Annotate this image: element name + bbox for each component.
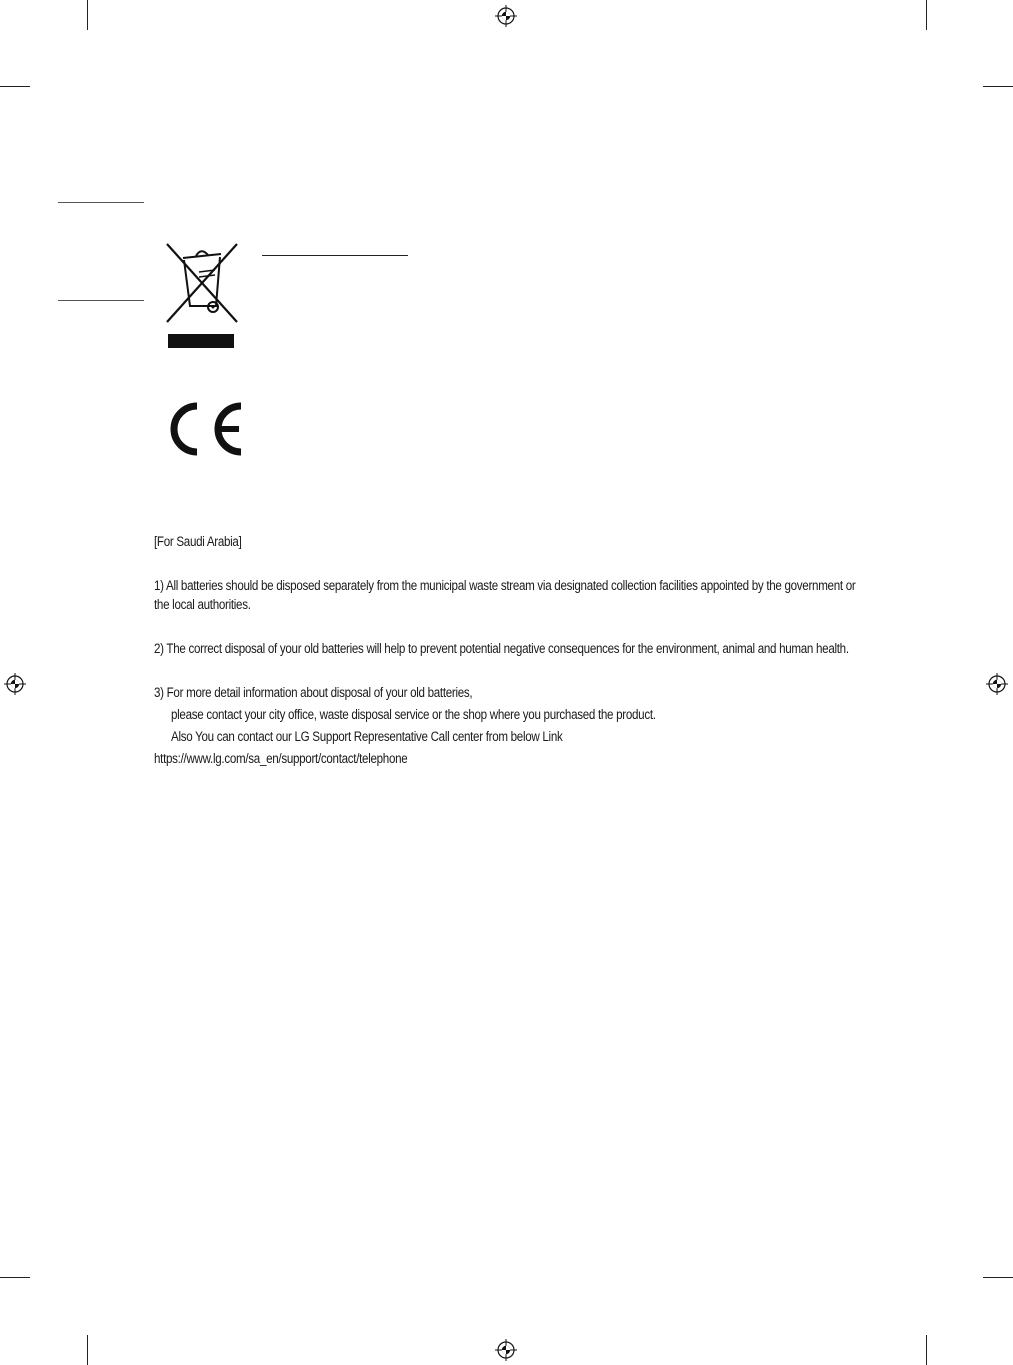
registration-mark-icon (495, 5, 517, 27)
heading-underline (262, 255, 408, 256)
crop-mark-top-right (926, 0, 927, 30)
crop-mark-bottom-right (926, 1335, 927, 1365)
registration-mark-icon (986, 673, 1008, 695)
disposal-item-3-line-3: Also You can contact our LG Support Representative Call center from below Link (171, 729, 563, 744)
registration-mark-icon (495, 1339, 517, 1361)
disposal-item-2-line-1: 2) The correct disposal of your old batteries will help to prevent potential negative consequences for the environment, animal and human health. (154, 641, 849, 656)
crop-mark-top-left (87, 0, 88, 30)
ce-mark-icon (163, 398, 245, 460)
crop-mark-left-bottom (0, 1277, 30, 1278)
disposal-item-1-line-2: the local authorities. (154, 597, 251, 612)
crop-mark-bottom-left (87, 1335, 88, 1365)
section-rule (58, 202, 144, 203)
disposal-item-3-line-2: please contact your city office, waste disposal service or the shop where you purchased the product. (171, 707, 656, 722)
crop-mark-left-top (0, 86, 30, 87)
crop-mark-right-bottom (983, 1277, 1013, 1278)
section-rule (58, 300, 144, 301)
disposal-item-3-line-1: 3) For more detail information about disposal of your old batteries, (154, 685, 473, 700)
disposal-item-1-line-1: 1) All batteries should be disposed separately from the municipal waste stream via designated collection facilities appointed by the government or (154, 578, 856, 593)
crop-mark-right-top (983, 86, 1013, 87)
region-heading: [For Saudi Arabia] (154, 534, 242, 549)
registration-mark-icon (4, 673, 26, 695)
support-link[interactable]: https://www.lg.com/sa_en/support/contact/telephone (154, 751, 408, 766)
crossed-out-wheelie-bin-icon (163, 240, 241, 352)
